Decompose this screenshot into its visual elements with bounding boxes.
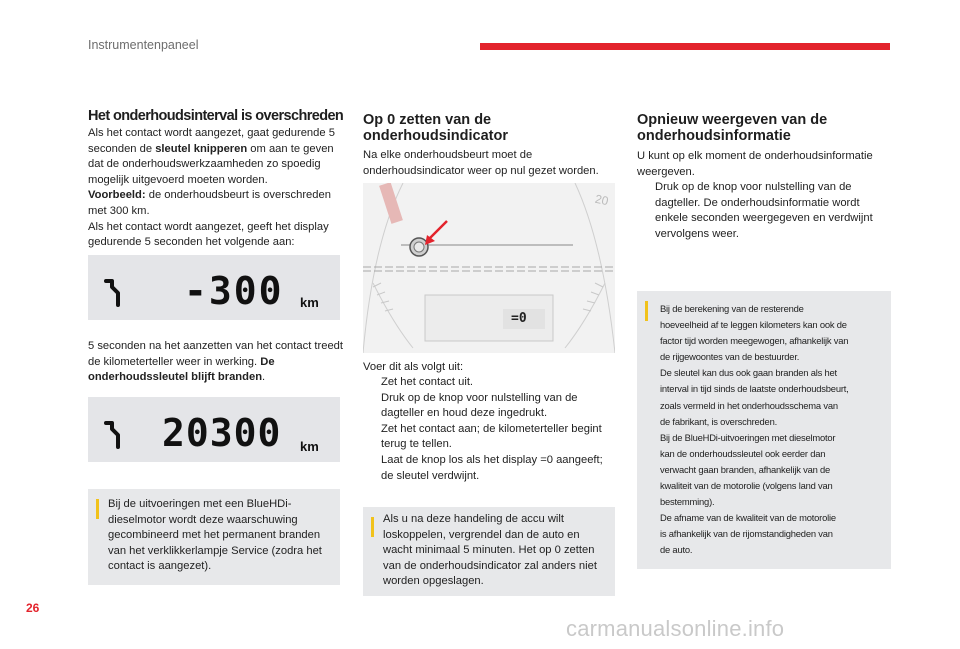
watermark: carmanualsonline.info [566, 616, 785, 641]
list-item: Zet het contact uit. [381, 376, 474, 388]
column3-intro: U kunt op elk moment de onderhoudsinformatie weergeven. [637, 150, 873, 178]
column3-heading: Opnieuw weergeven van de onderhoudsinformatie [637, 112, 828, 144]
overdue-km-value: -300 [184, 269, 284, 313]
note-accent-bar [96, 499, 99, 519]
list-item: Druk op de knop voor nulstelling van de dagteller. De onderhoudsinformatie wordt enkele seconden weergegeven en verdwijnt vervolgens weer. [655, 181, 873, 240]
column2-note-text: Als u na deze handeling de accu wilt loskoppelen, vergrendel dan de auto en wacht minimaal 5 minuten. Het op 0 zetten van de onderhoudsindicator zal anders niet worden opgeslagen. [383, 513, 597, 588]
column3-note-text: Bij de berekening van de resterende hoeveelheid af te leggen kilometers kan ook de factor tijd worden meegewogen, afhankelijk van de rijgewoontes van de bestuurder. De sleutel kan dus ook gaan branden als het interval in tijd sinds de laatste onderhoudsbeurt, zoals vermeld in het onderhoudsschema van de fabrikant, is overschreden. Bij de BlueHDi-uitvoeringen met dieselmotor kan de onderhoudssleutel ook eerder dan verwacht gaan branden, afhankelijk van de kwaliteit van de motorolie (volgens land van bestemming). De afname van de kwaliteit van de motorolie is afhankelijk van de rijomstandigheden van de auto. [660, 303, 849, 556]
overdue-km-unit: km [300, 295, 319, 310]
column2-heading: Op 0 zetten van de onderhoudsindicator [363, 112, 508, 144]
show-info-steps-list [637, 180, 887, 242]
instrument-cluster-illustration [363, 183, 615, 353]
reset-button-icon [407, 219, 453, 259]
column2-note-box [363, 507, 615, 596]
column1-note-text: Bij de uitvoeringen met een BlueHDi-dieselmotor wordt deze waarschuwing gecombineerd met het permanent branden van het verklikkerlampje Service (zodra het contact is aangezet). [108, 498, 322, 573]
column1-heading: Het onderhoudsinterval is overschreden [88, 108, 344, 124]
list-item: Zet het contact aan; de kilometerteller begint terug te tellen. [381, 422, 602, 451]
page-number: 26 [26, 601, 40, 615]
column3-note-box [637, 291, 891, 569]
column1-note-box [88, 489, 340, 585]
display-panel-overdue [88, 255, 340, 320]
note-accent-bar [645, 301, 648, 321]
reset-steps-list [363, 375, 613, 484]
display-panel-odometer [88, 397, 340, 462]
column2-intro: Na elke onderhoudsbeurt moet de onderhoudsindicator weer op nul gezet worden. [363, 149, 599, 177]
column1-paragraph-2: 5 seconden na het aanzetten van het contact treedt de kilometerteller weer in werking. De onderhoudssleutel blijft branden. [88, 340, 344, 384]
header-accent-bar [480, 43, 890, 50]
wrench-icon [102, 419, 124, 449]
gauge-number: 20 [593, 191, 610, 209]
procedure-intro: Voer dit als volgt uit: [363, 361, 464, 373]
list-item: Druk op de knop voor nulstelling van de dagteller en houd deze ingedrukt. [381, 391, 578, 420]
odometer-unit: km [300, 439, 319, 454]
running-title: Instrumentenpaneel [88, 38, 199, 52]
note-accent-bar [371, 517, 374, 537]
odometer-value: 20300 [162, 411, 282, 455]
reset-display-readout: =0 [511, 311, 527, 326]
column1-paragraph-1: Als het contact wordt aangezet, gaat gedurende 5 seconden de sleutel knipperen om aan te geven dat de onderhoudswerkzaamheden zo spoedig mogelijk uitgevoerd moeten worden. Voorbeeld: de onderhoudsbeurt is overschreden met 300 km. Als het contact wordt aangezet, geeft het display gedurende 5 seconden het volgende aan: [88, 127, 335, 249]
wrench-icon [102, 277, 124, 307]
list-item: Laat de knop los als het display =0 aangeeft; de sleutel verdwijnt. [381, 453, 603, 482]
cluster-drawing [363, 183, 615, 353]
